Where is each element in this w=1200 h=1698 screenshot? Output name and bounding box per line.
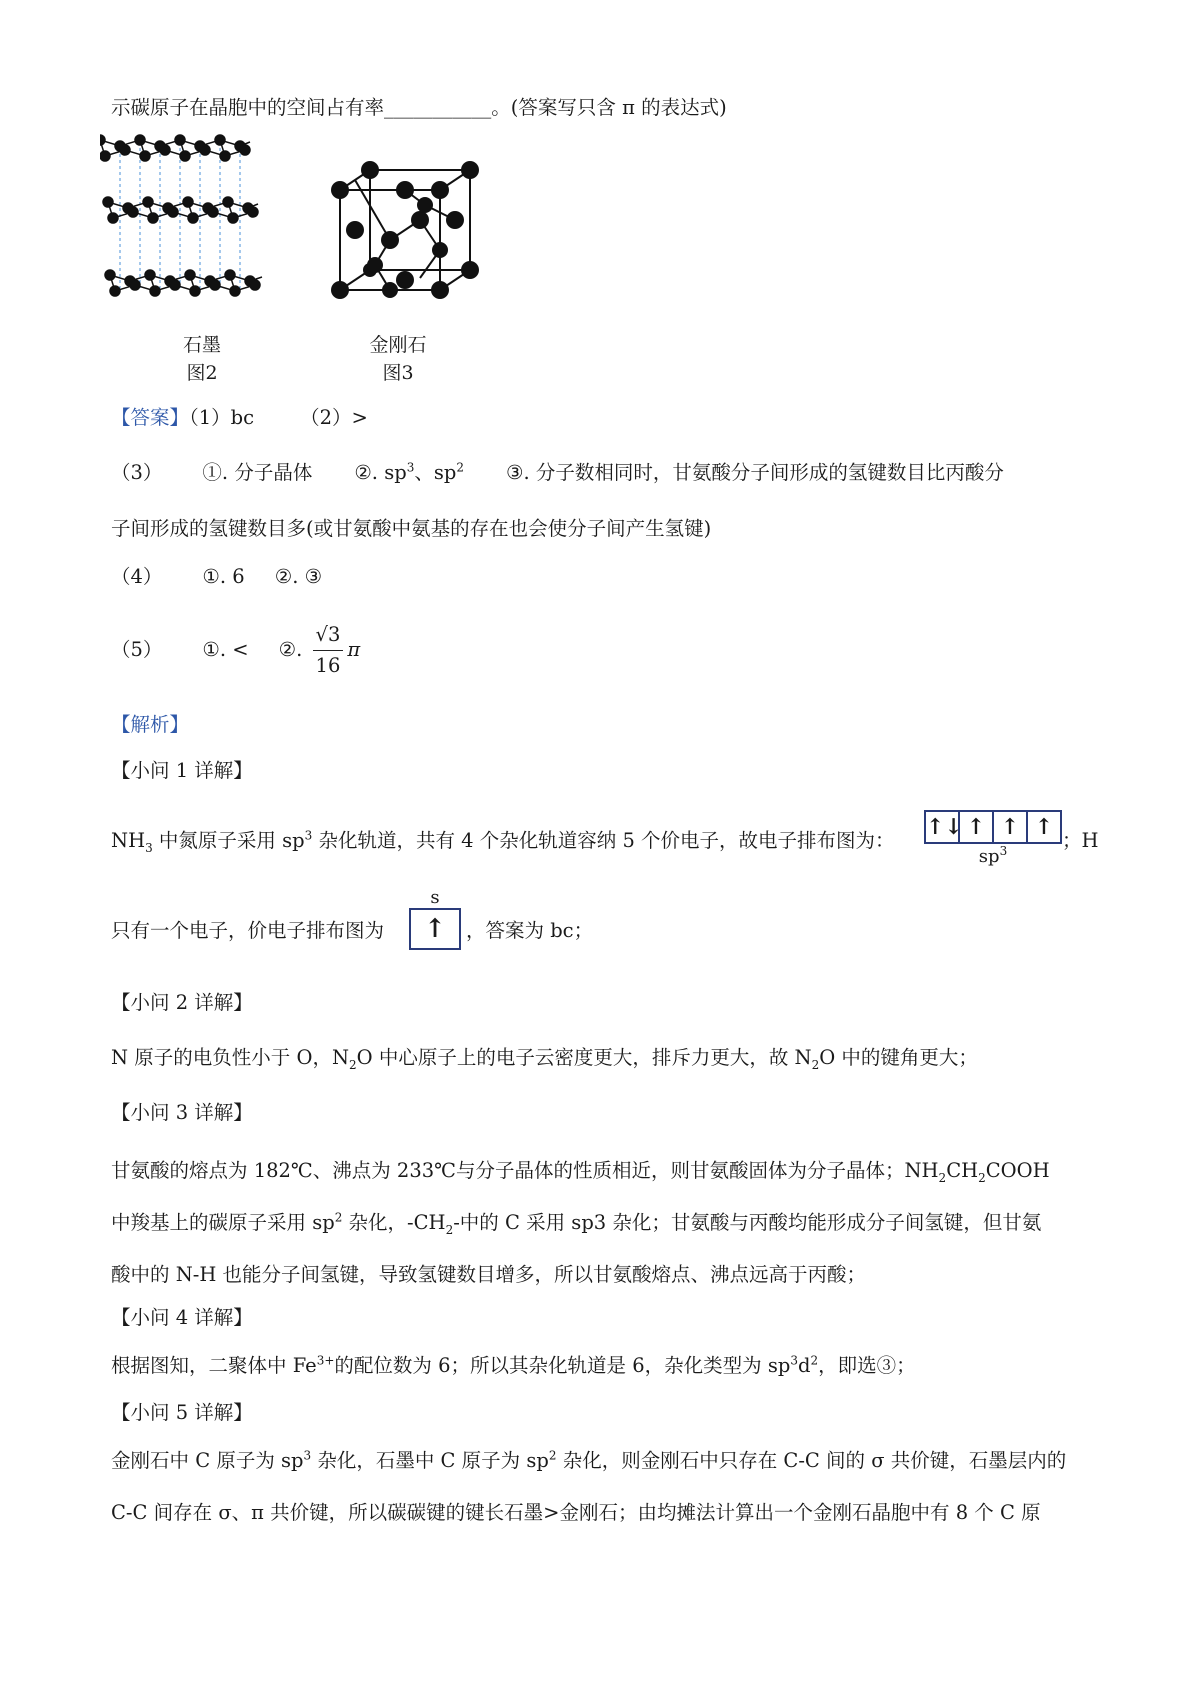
answer-q5-fraction: $\frac{√3}{16}$ [313, 620, 344, 681]
diamond-figure [330, 160, 480, 310]
answer-q3-c: ③. 分子数相同时，甘氨酸分子间形成的氢键数目比丙酸分 [505, 461, 1004, 484]
graphite-figure [100, 128, 275, 303]
answer-line-4 [111, 564, 322, 590]
subquestion-1-line-1-end: ；H [1062, 829, 1099, 852]
answer-line-3 [111, 460, 1004, 486]
sp3-orbital-box: ↑ [1026, 812, 1060, 842]
subquestion-1-line-2: 只有一个电子，价电子排布图为 [111, 919, 385, 942]
subquestion-3-title: 【小问 3 详解】 [111, 1101, 253, 1124]
s-orbital-diagram [409, 888, 461, 950]
pi-symbol: π [347, 638, 361, 661]
question-tail-line [111, 95, 727, 121]
s-orbital-box: ↑ [409, 908, 461, 950]
subquestion-5-line-1: 金刚石中 C 原子为 $sp^3$ 杂化，石墨中 C 原子为 $sp^2$ 杂化，则金刚石中只存在 C-C 间的 σ 共价键，石墨层内的 [111, 1448, 1067, 1472]
subquestion-3-line-1: 甘氨酸的熔点为 182℃、沸点为 233℃与分子晶体的性质相近，则甘氨酸固体为分子晶体；$NH_2CH_2COOH$ [111, 1159, 1050, 1185]
answer-q1: （1）bc [189, 406, 255, 429]
graphite-layer-1 [100, 135, 250, 161]
sp3-label: $sp^3$ [978, 844, 1008, 867]
subquestion-1-line-2-end: ，答案为 bc； [466, 919, 594, 942]
answer-line-5 [111, 620, 360, 681]
subquestion-2-text: N 原子的电负性小于 O，$N_2O$ 中心原子上的电子云密度更大，排斥力更大，故 $N_2O$ 中的键角更大； [111, 1046, 978, 1072]
sp3-orbital-diagram [924, 810, 1062, 867]
subquestion-3-line-3: 酸中的 N-H 也能分子间氢键，导致氢键数目增多，所以甘氨酸熔点、沸点远高于丙酸； [111, 1263, 867, 1286]
answer-q3-number: （3） [111, 461, 163, 484]
subquestion-4-title: 【小问 4 详解】 [111, 1306, 253, 1329]
subquestion-5-line-2: C-C 间存在 σ、π 共价键，所以碳碳键的键长石墨>金刚石；由均摊法计算出一个金刚石晶胞中有 8 个 C 原 [111, 1501, 1041, 1524]
answer-q5-b: ②. [278, 638, 303, 661]
graphite-dash-lines [120, 148, 240, 288]
sp3-orbital-box: ↑ [958, 812, 992, 842]
analysis-tag: 【解析】 [111, 713, 190, 736]
answer-q4-number: （4） [111, 565, 163, 588]
figure-2-caption: 图2 [186, 362, 218, 384]
answer-q2: （2）> [300, 406, 368, 429]
answer-q3-b: ②. $sp^3$、$sp^2$ [354, 460, 464, 484]
answer-line-3-continued: 子间形成的氢键数目多(或甘氨酸中氨基的存在也会使分子间产生氢键) [111, 517, 712, 540]
answer-q4-a: ①. 6 [202, 565, 245, 588]
subquestion-5-title: 【小问 5 详解】 [111, 1401, 253, 1424]
s-label: s [430, 887, 440, 908]
answer-line-1 [111, 405, 368, 431]
question-hint: 。(答案写只含 π 的表达式) [491, 96, 727, 119]
graphite-layer-3 [105, 270, 262, 296]
sp3-orbital-box: ↑↓ [926, 814, 963, 840]
subquestion-2-title: 【小问 2 详解】 [111, 991, 253, 1014]
answer-q5-number: （5） [111, 638, 163, 661]
answer-q4-b: ②. ③ [274, 565, 323, 588]
answer-tag: 【答案】 [111, 406, 190, 429]
answer-q5-a: ①. < [202, 638, 249, 661]
subquestion-1-title: 【小问 1 详解】 [111, 759, 253, 782]
subquestion-1-line-1: $NH_3$ 中氮原子采用 $sp^3$ 杂化轨道，共有 4 个杂化轨道容纳 5 个价电子，故电子排布图为： [111, 828, 895, 855]
question-text: 示碳原子在晶胞中的空间占有率 [111, 96, 385, 119]
graphite-label: 石墨 [182, 334, 221, 356]
subquestion-3-line-2: 中羧基上的碳原子采用 $sp^2$ 杂化，$-CH_2-$中的 C 采用 sp3 杂化；甘氨酸与丙酸均能形成分子间氢键，但甘氨 [111, 1210, 1042, 1237]
figure-3-caption: 图3 [382, 362, 414, 384]
answer-q3-a: ①. 分子晶体 [202, 461, 313, 484]
diamond-label: 金刚石 [369, 334, 427, 356]
sp3-orbital-box: ↑ [992, 812, 1026, 842]
subquestion-4-text: 根据图知，二聚体中 $Fe^{3+}$的配位数为 6；所以其杂化轨道是 6，杂化类型为 $sp^3d^2$，即选③； [111, 1353, 916, 1377]
answer-blank: ___________ [384, 96, 492, 119]
